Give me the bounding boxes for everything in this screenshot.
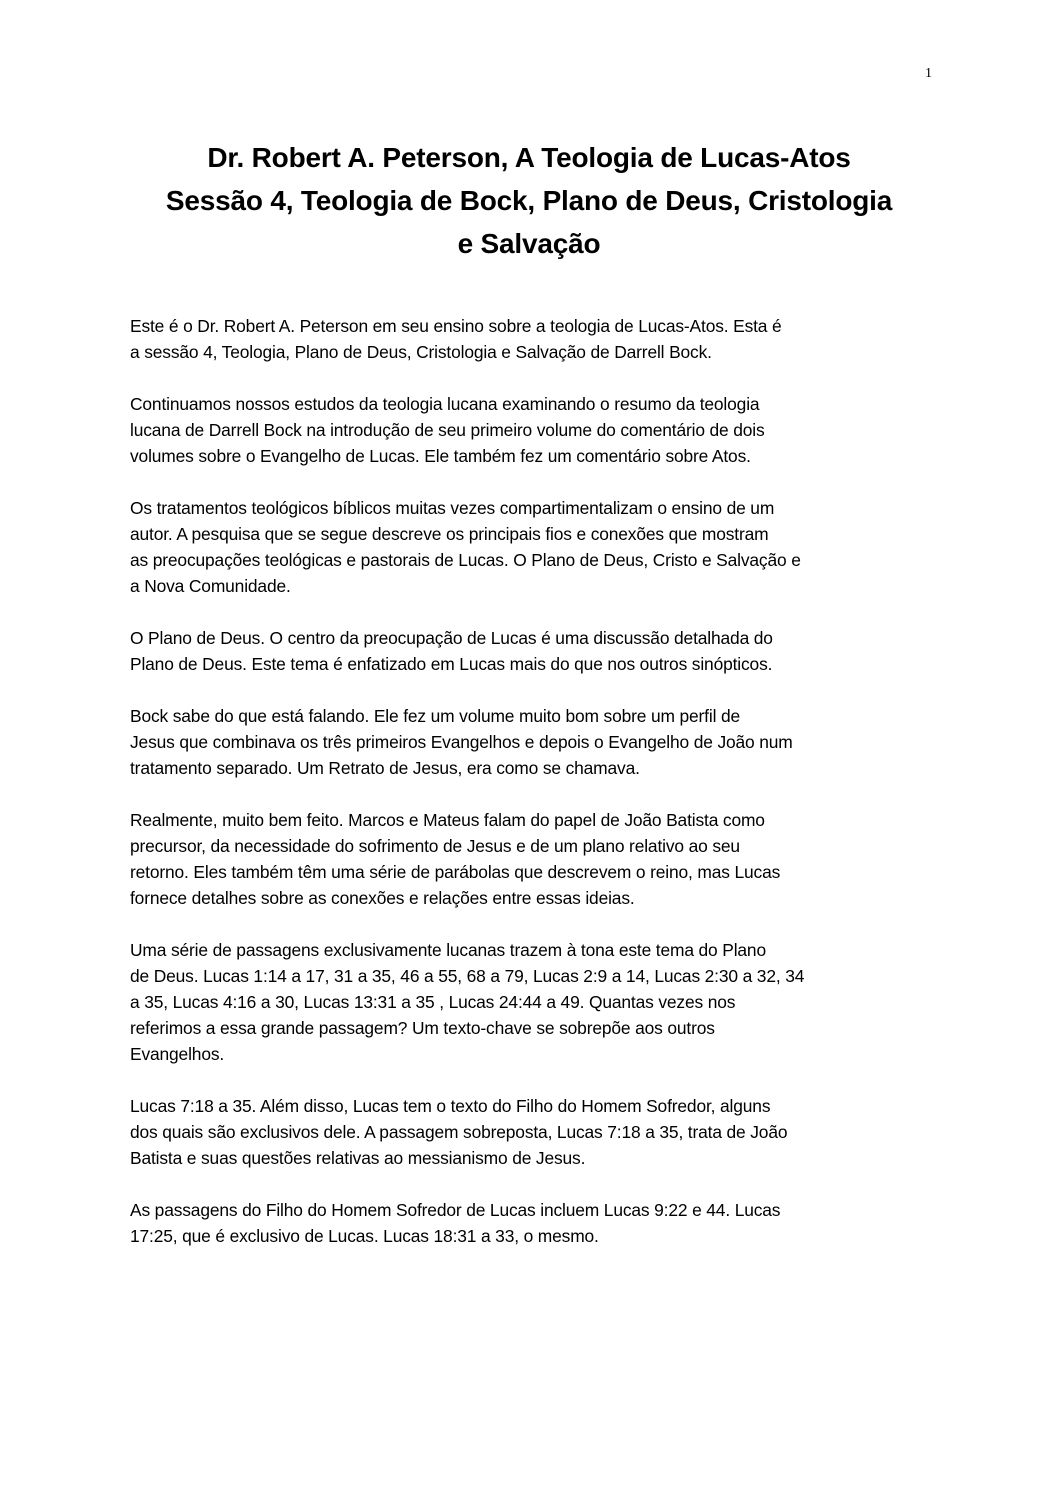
text-line: Este é o Dr. Robert A. Peterson em seu ensino sobre a teologia de Lucas-Atos. Esta é bbox=[130, 316, 782, 336]
paragraph bbox=[130, 807, 950, 911]
text-line: 17:25, que é exclusivo de Lucas. Lucas 18:31 a 33, o mesmo. bbox=[130, 1226, 599, 1246]
text-line: a 35, Lucas 4:16 a 30, Lucas 13:31 a 35 , Lucas 24:44 a 49. Quantas vezes nos bbox=[130, 992, 736, 1012]
text-line: dos quais são exclusivos dele. A passagem sobreposta, Lucas 7:18 a 35, trata de João bbox=[130, 1122, 788, 1142]
text-line: O Plano de Deus. O centro da preocupação de Lucas é uma discussão detalhada do bbox=[130, 628, 773, 648]
text-line: volumes sobre o Evangelho de Lucas. Ele também fez um comentário sobre Atos. bbox=[130, 446, 751, 466]
text-line: Continuamos nossos estudos da teologia lucana examinando o resumo da teologia bbox=[130, 394, 760, 414]
text-line: fornece detalhes sobre as conexões e relações entre essas ideias. bbox=[130, 888, 635, 908]
document-body bbox=[130, 313, 950, 1275]
paragraph bbox=[130, 625, 950, 677]
text-line: autor. A pesquisa que se segue descreve os principais fios e conexões que mostram bbox=[130, 524, 769, 544]
text-line: Evangelhos. bbox=[130, 1044, 225, 1064]
text-line: as preocupações teológicas e pastorais de Lucas. O Plano de Deus, Cristo e Salvação e bbox=[130, 550, 801, 570]
text-line: Plano de Deus. Este tema é enfatizado em Lucas mais do que nos outros sinópticos. bbox=[130, 654, 773, 674]
text-line: tratamento separado. Um Retrato de Jesus, era como se chamava. bbox=[130, 758, 640, 778]
paragraph bbox=[130, 495, 950, 599]
title-line: Dr. Robert A. Peterson, A Teologia de Lucas-Atos bbox=[207, 142, 851, 173]
text-line: Jesus que combinava os três primeiros Evangelhos e depois o Evangelho de João num bbox=[130, 732, 793, 752]
text-line: a Nova Comunidade. bbox=[130, 576, 291, 596]
title-line: Sessão 4, Teologia de Bock, Plano de Deus, Cristologia bbox=[165, 185, 893, 216]
document-title bbox=[112, 136, 946, 265]
text-line: Batista e suas questões relativas ao messianismo de Jesus. bbox=[130, 1148, 586, 1168]
title-line: e Salvação bbox=[457, 228, 601, 259]
paragraph bbox=[130, 937, 950, 1067]
text-line: Lucas 7:18 a 35. Além disso, Lucas tem o texto do Filho do Homem Sofredor, alguns bbox=[130, 1096, 771, 1116]
text-line: a sessão 4, Teologia, Plano de Deus, Cristologia e Salvação de Darrell Bock. bbox=[130, 342, 712, 362]
paragraph bbox=[130, 391, 950, 469]
text-line: As passagens do Filho do Homem Sofredor de Lucas incluem Lucas 9:22 e 44. Lucas bbox=[130, 1200, 781, 1220]
paragraph-intro bbox=[130, 313, 950, 365]
text-line: Bock sabe do que está falando. Ele fez um volume muito bom sobre um perfil de bbox=[130, 706, 741, 726]
text-line: Realmente, muito bem feito. Marcos e Mateus falam do papel de João Batista como bbox=[130, 810, 765, 830]
paragraph bbox=[130, 1093, 950, 1171]
page-number: 1 bbox=[925, 66, 932, 81]
text-line: referimos a essa grande passagem? Um texto-chave se sobrepõe aos outros bbox=[130, 1018, 715, 1038]
paragraph bbox=[130, 703, 950, 781]
text-line: de Deus. Lucas 1:14 a 17, 31 a 35, 46 a 55, 68 a 79, Lucas 2:9 a 14, Lucas 2:30 a 32, 34 bbox=[130, 966, 805, 986]
text-line: lucana de Darrell Bock na introdução de seu primeiro volume do comentário de dois bbox=[130, 420, 765, 440]
text-line: Uma série de passagens exclusivamente lucanas trazem à tona este tema do Plano bbox=[130, 940, 766, 960]
text-line: precursor, da necessidade do sofrimento de Jesus e de um plano relativo ao seu bbox=[130, 836, 740, 856]
text-line: retorno. Eles também têm uma série de parábolas que descrevem o reino, mas Lucas bbox=[130, 862, 781, 882]
text-line: Os tratamentos teológicos bíblicos muitas vezes compartimentalizam o ensino de um bbox=[130, 498, 775, 518]
paragraph bbox=[130, 1197, 950, 1249]
